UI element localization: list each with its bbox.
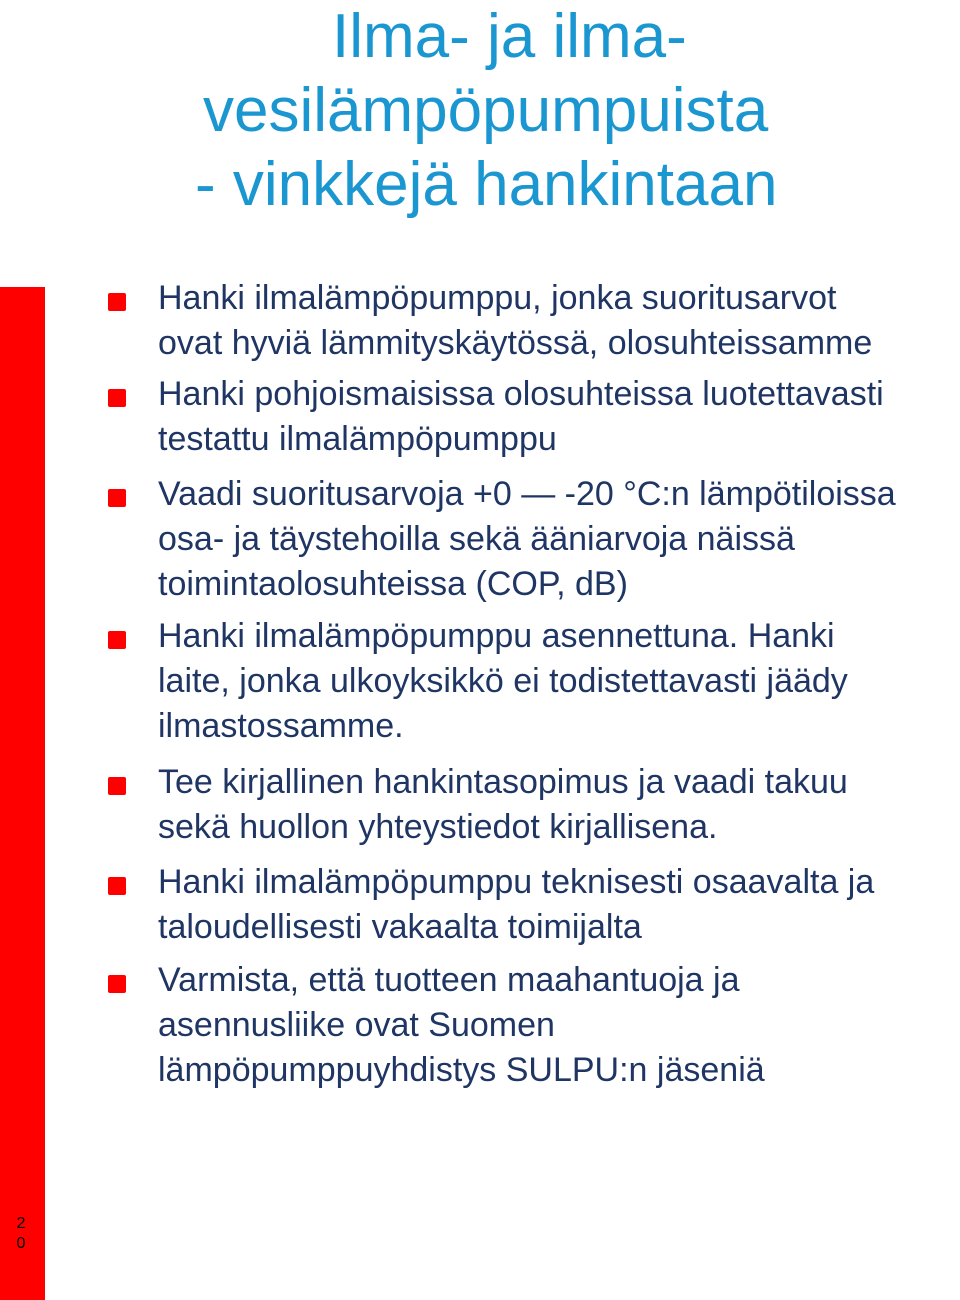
- page-number: 20: [16, 1215, 26, 1252]
- list-item-line: Hanki ilmalämpöpumppu teknisesti osaavalta ja: [158, 863, 875, 901]
- list-item-line: laite, jonka ulkoyksikkö ei todistettavasti jäädy: [158, 662, 848, 700]
- square-bullet-icon: [108, 489, 126, 507]
- square-bullet-icon: [108, 293, 126, 311]
- list-item-text: [158, 860, 958, 950]
- square-bullet-icon: [108, 777, 126, 795]
- list-item-line: osa- ja täystehoilla sekä ääniarvoja näissä: [158, 520, 795, 558]
- list-item-text: [158, 372, 958, 462]
- list-item-line: Tee kirjallinen hankintasopimus ja vaadi takuu: [158, 763, 848, 801]
- square-bullet-icon: [108, 975, 126, 993]
- accent-bar: [0, 287, 45, 1300]
- list-item-line: sekä huollon yhteystiedot kirjallisena.: [158, 808, 718, 846]
- list-item-line: asennusliike ovat Suomen: [158, 1006, 555, 1044]
- square-bullet-icon: [108, 389, 126, 407]
- list-item-line: lämpöpumppuyhdistys SULPU:n jäseniä: [158, 1051, 765, 1089]
- square-bullet-icon: [108, 877, 126, 895]
- list-item-line: Hanki ilmalämpöpumppu, jonka suoritusarvot: [158, 279, 837, 317]
- list-item-text: [158, 958, 958, 1093]
- list-item-line: Hanki ilmalämpöpumppu asennettuna. Hanki: [158, 617, 835, 655]
- list-item-line: ovat hyviä lämmityskäytössä, olosuhteissamme: [158, 324, 873, 362]
- square-bullet-icon: [108, 631, 126, 649]
- list-item-text: [158, 614, 958, 749]
- list-item-line: Varmista, että tuotteen maahantuoja ja: [158, 961, 740, 999]
- list-item-text: [158, 276, 958, 366]
- list-item-line: taloudellisesti vakaalta toimijalta: [158, 908, 642, 946]
- title-line-3: - vinkkejä hankintaan: [195, 150, 778, 219]
- list-item-line: ilmastossamme.: [158, 707, 404, 745]
- title-line-2: vesilämpöpumpuista: [203, 76, 769, 145]
- list-item-line: toimintaolosuhteissa (COP, dB): [158, 565, 628, 603]
- list-item-line: testattu ilmalämpöpumppu: [158, 420, 557, 458]
- list-item-line: Hanki pohjoismaisissa olosuhteissa luotettavasti: [158, 375, 884, 413]
- list-item-text: [158, 472, 958, 607]
- list-item-line: Vaadi suoritusarvoja +0 — -20 °C:n lämpötiloissa: [158, 475, 896, 513]
- page-title: [195, 0, 935, 222]
- list-item-text: [158, 760, 958, 850]
- title-line-1: Ilma- ja ilma-: [332, 2, 687, 71]
